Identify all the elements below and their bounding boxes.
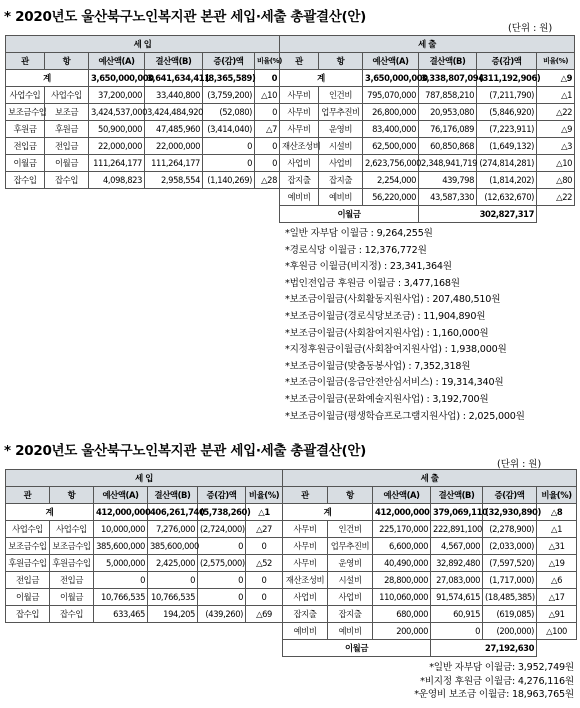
cell: 0: [203, 155, 255, 172]
cell: 보조금수입: [50, 538, 94, 555]
cell: △100: [537, 623, 577, 640]
col-diff: 증(감)액: [477, 53, 537, 70]
cell: 26,800,000: [363, 104, 419, 121]
col-ratio: 비율(%): [537, 487, 577, 504]
cell: 0: [203, 138, 255, 155]
section1-title: * 2020년도 울산북구노인복지관 본관 세입·세출 총괄결산(안): [4, 9, 367, 25]
cell: 28,800,000: [373, 572, 431, 589]
col-gwan: 관: [280, 53, 319, 70]
cell: [246, 623, 283, 640]
cell: 2,425,000: [148, 555, 198, 572]
cell: 37,200,000: [89, 87, 145, 104]
section2-notes: [414, 661, 574, 702]
cell: △8: [537, 504, 577, 521]
cell: [198, 623, 246, 640]
cell: (619,085): [483, 606, 537, 623]
cell: 385,600,000: [94, 538, 148, 555]
section2-unit: (단위 : 원): [497, 459, 542, 470]
note-line: *후원금 이월금(비지정) : 23,341,364원: [285, 261, 452, 273]
cell: 787,858,210: [419, 87, 477, 104]
cell: 보조금: [45, 104, 89, 121]
cell: 0: [198, 589, 246, 606]
col-gwan: 관: [6, 487, 50, 504]
cell: (274,814,281): [477, 155, 537, 172]
cell: △19: [537, 555, 577, 572]
cell: 385,600,000: [148, 538, 198, 555]
cell: (7,223,911): [477, 121, 537, 138]
cell: △1: [537, 521, 577, 538]
cell: △9: [537, 121, 575, 138]
cell: 예비비: [280, 189, 319, 206]
cell: 잡지출: [283, 606, 328, 623]
cell: 76,176,089: [419, 121, 477, 138]
cell: 27,083,000: [431, 572, 483, 589]
cell: (2,278,900): [483, 521, 537, 538]
cell: 업무추진비: [319, 104, 363, 121]
cell: 62,500,000: [363, 138, 419, 155]
col-hang: 항: [45, 53, 89, 70]
note-line: *운영비 보조금 이월금: 18,963,765원: [414, 689, 574, 700]
cell: 인건비: [319, 87, 363, 104]
cell: (7,597,520): [483, 555, 537, 572]
note-line: *지정후원금이월금(사회참여지원사업) : 1,938,000원: [285, 344, 507, 356]
section1-notes: [285, 226, 525, 425]
cell: [255, 189, 280, 206]
cell: 예비비: [283, 623, 328, 640]
cell: 0: [246, 538, 283, 555]
col-gwan: 관: [6, 53, 45, 70]
data-rows: [6, 87, 575, 206]
cell: 사무비: [280, 121, 319, 138]
cell: (18,485,385): [483, 589, 537, 606]
cell: 인건비: [328, 521, 373, 538]
cell: 사무비: [283, 521, 328, 538]
cell: (32,930,890): [483, 504, 537, 521]
cell: 3,650,000,000: [89, 70, 145, 87]
cell: 379,069,110: [431, 504, 483, 521]
cell: [148, 623, 198, 640]
cell: 110,060,000: [373, 589, 431, 606]
cell: (1,814,202): [477, 172, 537, 189]
col-diff: 증(감)액: [483, 487, 537, 504]
col-budget: 예산액(A): [363, 53, 419, 70]
note-line: *일반 자부담 이월금: 3,952,749원: [429, 662, 574, 673]
cell: 40,490,000: [373, 555, 431, 572]
cell: 0: [255, 70, 280, 87]
cell: 후원금수입: [6, 555, 50, 572]
table-row: [6, 521, 577, 538]
col-settled: 결산액(B): [148, 487, 198, 504]
cell: (52,080): [203, 104, 255, 121]
cell: △6: [537, 572, 577, 589]
cell: 6,600,000: [373, 538, 431, 555]
cell: 10,766,535: [148, 589, 198, 606]
cell: 이월금: [6, 155, 45, 172]
cell: 0: [94, 572, 148, 589]
col-hang: 항: [319, 53, 363, 70]
blank: [537, 206, 575, 223]
cell: 412,000,000: [94, 504, 148, 521]
cell: 사업비: [283, 589, 328, 606]
data-rows: [6, 521, 577, 640]
cell: [94, 623, 148, 640]
table-row: [6, 555, 577, 572]
cell: 3,338,807,094: [419, 70, 477, 87]
note-line: *보조금이월금(사회활동지원사업) : 207,480,510원: [285, 294, 501, 306]
cell: 3,650,000,000: [363, 70, 419, 87]
section1-table: [5, 35, 575, 223]
cell: 이월금: [6, 589, 50, 606]
cell: 83,400,000: [363, 121, 419, 138]
cell: [203, 189, 255, 206]
cell: 5,000,000: [94, 555, 148, 572]
cell: 111,264,177: [89, 155, 145, 172]
cell: [50, 623, 94, 640]
cell: △28: [255, 172, 280, 189]
cell: 사업수입: [6, 87, 45, 104]
table-row: [6, 87, 575, 104]
total-label: 계: [6, 504, 94, 521]
cell: 60,850,868: [419, 138, 477, 155]
note-line: *보조금이월금(경로식당보조금) : 11,904,890원: [285, 310, 486, 322]
cell: 전입금: [45, 138, 89, 155]
cell: 후원금: [6, 121, 45, 138]
cell: (1,717,000): [483, 572, 537, 589]
cell: 10,000,000: [94, 521, 148, 538]
cell: 60,915: [431, 606, 483, 623]
cell: 0: [246, 589, 283, 606]
cell: 운영비: [319, 121, 363, 138]
section2-table: [5, 469, 577, 657]
cell: 사업수입: [45, 87, 89, 104]
cell: 예비비: [328, 623, 373, 640]
cell: [89, 189, 145, 206]
cell: [6, 623, 50, 640]
carry-value: 302,827,317: [419, 206, 537, 223]
cell: △10: [537, 155, 575, 172]
cell: 사업비: [319, 155, 363, 172]
cell: 111,264,177: [145, 155, 203, 172]
table-row: [6, 572, 577, 589]
cell: 이월금: [50, 589, 94, 606]
cell: 보조금수입: [6, 538, 50, 555]
cell: 2,254,000: [363, 172, 419, 189]
cell: △91: [537, 606, 577, 623]
note-line: *일반 자부담 이월금 : 9,264,255원: [285, 228, 433, 239]
table-row: [6, 623, 577, 640]
cell: 50,900,000: [89, 121, 145, 138]
cell: 잡수입: [6, 172, 45, 189]
total-label: 계: [6, 70, 89, 87]
total-row: [6, 504, 577, 521]
cell: (2,033,000): [483, 538, 537, 555]
cell: 사업수입: [50, 521, 94, 538]
section2-title: * 2020년도 울산북구노인복지관 분관 세입·세출 총괄결산(안): [4, 443, 367, 459]
cell: (2,575,000): [198, 555, 246, 572]
income-header: 세 입: [6, 470, 283, 487]
cell: △1: [537, 87, 575, 104]
col-gwan: 관: [283, 487, 328, 504]
total-label: 계: [280, 70, 363, 87]
cell: △22: [537, 104, 575, 121]
col-diff: 증(감)액: [203, 53, 255, 70]
cell: 10,766,535: [94, 589, 148, 606]
cell: △9: [537, 70, 575, 87]
table-row: [6, 589, 577, 606]
note-line: *보조금이월금(문화예술지원사업) : 3,192,700원: [285, 393, 489, 405]
cell: 7,276,000: [148, 521, 198, 538]
cell: [145, 189, 203, 206]
cell: 680,000: [373, 606, 431, 623]
total-label: 계: [283, 504, 373, 521]
cell: △69: [246, 606, 283, 623]
cell: 사업비: [280, 155, 319, 172]
cell: (5,846,920): [477, 104, 537, 121]
cell: △80: [537, 172, 575, 189]
col-diff: 증(감)액: [198, 487, 246, 504]
cell: 재산조성비: [283, 572, 328, 589]
carry-row: [6, 206, 575, 223]
carry-label: 이월금: [280, 206, 419, 223]
cell: △7: [255, 121, 280, 138]
cell: 사업수입: [6, 521, 50, 538]
cell: 잡지출: [280, 172, 319, 189]
cell: 91,574,615: [431, 589, 483, 606]
cell: 3,641,634,411: [145, 70, 203, 87]
cell: 43,587,330: [419, 189, 477, 206]
col-settled: 결산액(B): [145, 53, 203, 70]
cell: 보조금수입: [6, 104, 45, 121]
cell: △27: [246, 521, 283, 538]
cell: △22: [537, 189, 575, 206]
cell: 업무추진비: [328, 538, 373, 555]
cell: △3: [537, 138, 575, 155]
cell: 439,798: [419, 172, 477, 189]
cell: 2,623,756,000: [363, 155, 419, 172]
cell: 0: [198, 572, 246, 589]
cell: 2,348,941,719: [419, 155, 477, 172]
col-settled: 결산액(B): [431, 487, 483, 504]
cell: 4,567,000: [431, 538, 483, 555]
table-row: [6, 606, 577, 623]
section1-unit: (단위 : 원): [508, 23, 553, 34]
cell: 시설비: [328, 572, 373, 589]
note-line: *보조금이월금(사회참여지원사업) : 1,160,000원: [285, 327, 489, 339]
cell: △17: [537, 589, 577, 606]
cell: 200,000: [373, 623, 431, 640]
table-row: [6, 138, 575, 155]
table-row: [6, 172, 575, 189]
cell: 시설비: [319, 138, 363, 155]
cell: 194,205: [148, 606, 198, 623]
table-row: [6, 121, 575, 138]
note-line: *보조금이월금(평생학습프로그램지원사업) : 2,025,000원: [285, 410, 525, 422]
cell: 사무비: [280, 87, 319, 104]
cell: 후원금: [45, 121, 89, 138]
cell: 20,953,080: [419, 104, 477, 121]
col-ratio: 비율(%): [255, 53, 280, 70]
cell: (200,000): [483, 623, 537, 640]
cell: 전입금: [6, 138, 45, 155]
cell: 412,000,000: [373, 504, 431, 521]
cell: (1,140,269): [203, 172, 255, 189]
cell: (2,724,000): [198, 521, 246, 538]
cell: △31: [537, 538, 577, 555]
cell: 0: [431, 623, 483, 640]
cell: 사무비: [283, 538, 328, 555]
cell: 잡수입: [50, 606, 94, 623]
cell: 0: [198, 538, 246, 555]
cell: △52: [246, 555, 283, 572]
cell: [45, 189, 89, 206]
cell: 4,098,823: [89, 172, 145, 189]
cell: 33,440,800: [145, 87, 203, 104]
cell: 56,220,000: [363, 189, 419, 206]
cell: 406,261,740: [148, 504, 198, 521]
cell: △10: [255, 87, 280, 104]
cell: 후원금수입: [50, 555, 94, 572]
cell: 운영비: [328, 555, 373, 572]
cell: 3,424,484,920: [145, 104, 203, 121]
cell: 32,892,480: [431, 555, 483, 572]
col-budget: 예산액(A): [373, 487, 431, 504]
col-settled: 결산액(B): [419, 53, 477, 70]
cell: (7,211,790): [477, 87, 537, 104]
note-line: *보조금이월금(응급안전안심서비스) : 19,314,340원: [285, 377, 504, 389]
cell: 전입금: [6, 572, 50, 589]
col-hang: 항: [50, 487, 94, 504]
note-line: *비지정 후원금 이월금: 4,276,116원: [420, 675, 574, 687]
col-hang: 항: [328, 487, 373, 504]
cell: 22,000,000: [89, 138, 145, 155]
cell: 2,958,554: [145, 172, 203, 189]
cell: 이월금: [45, 155, 89, 172]
carry-value: 27,192,630: [431, 640, 537, 657]
cell: (12,632,670): [477, 189, 537, 206]
note-line: *경로식당 이월금 : 12,376,772원: [285, 244, 427, 256]
cell: (8,365,589): [203, 70, 255, 87]
cell: 사업비: [328, 589, 373, 606]
cell: 225,170,000: [373, 521, 431, 538]
cell: △1: [246, 504, 283, 521]
cell: 0: [255, 138, 280, 155]
cell: 3,424,537,000: [89, 104, 145, 121]
cell: 잡지출: [319, 172, 363, 189]
table-row: [6, 538, 577, 555]
col-budget: 예산액(A): [94, 487, 148, 504]
expense-header: 세 출: [283, 470, 577, 487]
cell: 47,485,960: [145, 121, 203, 138]
cell: 사무비: [283, 555, 328, 572]
cell: 사무비: [280, 104, 319, 121]
cell: 0: [255, 104, 280, 121]
cell: 0: [255, 155, 280, 172]
cell: 222,891,100: [431, 521, 483, 538]
blank: [537, 640, 577, 657]
cell: (5,738,260): [198, 504, 246, 521]
income-header: 세 입: [6, 36, 280, 53]
cell: 잡지출: [328, 606, 373, 623]
cell: (3,759,200): [203, 87, 255, 104]
cell: (311,192,906): [477, 70, 537, 87]
cell: 재산조성비: [280, 138, 319, 155]
cell: 잡수입: [6, 606, 50, 623]
cell: 22,000,000: [145, 138, 203, 155]
cell: (3,414,040): [203, 121, 255, 138]
cell: 0: [246, 572, 283, 589]
note-line: *보조금이월금(맞춤동봉사업) : 7,352,318원: [285, 360, 471, 372]
cell: (1,649,132): [477, 138, 537, 155]
col-ratio: 비율(%): [246, 487, 283, 504]
total-row: [6, 70, 575, 87]
cell: 전입금: [50, 572, 94, 589]
cell: 잡수입: [45, 172, 89, 189]
note-line: *법인전입금 후원금 이월금 : 3,477,168원: [285, 277, 460, 289]
cell: 795,070,000: [363, 87, 419, 104]
col-budget: 예산액(A): [89, 53, 145, 70]
blank: [6, 206, 280, 223]
expense-header: 세 출: [280, 36, 575, 53]
table-row: [6, 155, 575, 172]
table-row: [6, 189, 575, 206]
col-ratio: 비율(%): [537, 53, 575, 70]
cell: [6, 189, 45, 206]
cell: 예비비: [319, 189, 363, 206]
blank: [6, 640, 283, 657]
cell: (439,260): [198, 606, 246, 623]
cell: 633,465: [94, 606, 148, 623]
cell: 0: [148, 572, 198, 589]
carry-label: 이월금: [283, 640, 431, 657]
table-row: [6, 104, 575, 121]
carry-row: [6, 640, 577, 657]
